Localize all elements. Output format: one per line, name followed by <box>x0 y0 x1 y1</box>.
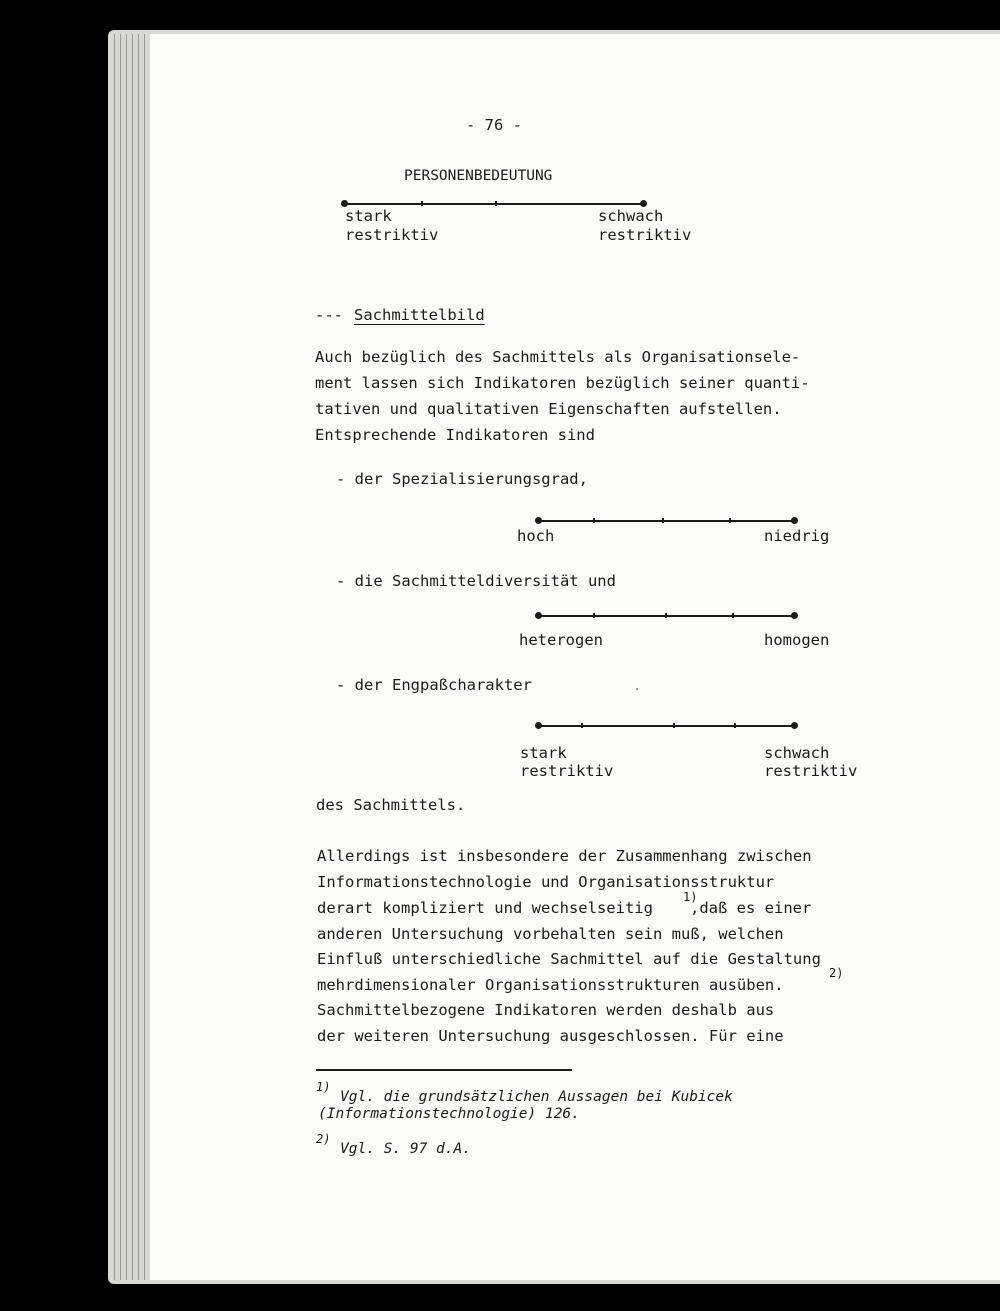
intro-line: Entsprechende Indikatoren sind <box>315 426 595 444</box>
paper-speck <box>636 688 638 690</box>
scale-left-label: stark <box>345 207 392 225</box>
indicator-left-label: restriktiv <box>520 762 614 780</box>
indicator-label: - der Spezialisierungsgrad, <box>336 470 588 488</box>
section-heading: Sachmittelbild <box>354 306 485 324</box>
body-line: Allerdings ist insbesondere der Zusammenhang zwischen <box>317 847 812 865</box>
intro-line: ment lassen sich Indikatoren bezüglich seiner quanti- <box>315 374 810 392</box>
indicator-left-label: heterogen <box>519 631 603 649</box>
indicator-scale <box>538 515 794 527</box>
footnote-text: Vgl. die grundsätzlichen Aussagen bei Kubicek <box>340 1089 733 1105</box>
footnote-rule <box>316 1069 572 1071</box>
body-line: anderen Untersuchung vorbehalten sein muß, welchen <box>317 925 784 943</box>
footnote-text: (Informationstechnologie) 126. <box>318 1106 580 1122</box>
indicator-label: - die Sachmitteldiversität und <box>336 572 616 590</box>
indicator-scale <box>538 720 794 732</box>
body-line: mehrdimensionaler Organisationsstrukturen ausüben. <box>317 976 784 994</box>
body-line: Sachmittelbezogene Indikatoren werden deshalb aus <box>317 1001 775 1019</box>
body-line: Einfluß unterschiedliche Sachmittel auf die Gestaltung <box>317 950 821 968</box>
indicator-label: - der Engpaßcharakter <box>336 676 532 694</box>
footnote-text: Vgl. S. 97 d.A. <box>340 1141 471 1157</box>
intro-line: tativen und qualitativen Eigenschaften aufstellen. <box>315 400 782 418</box>
indicator-right-label: schwach <box>764 744 830 762</box>
footnote-number: 1) <box>316 1080 331 1094</box>
indicator-right-label: restriktiv <box>764 762 858 780</box>
footnote-number: 2) <box>316 1132 331 1146</box>
body-line: ,daß es einer <box>690 899 812 917</box>
scale-right-label: restriktiv <box>598 226 692 244</box>
body-line: der weiteren Untersuchung ausgeschlossen. Für eine <box>317 1027 784 1045</box>
body-line: Informationstechnologie und Organisationsstruktur <box>317 873 775 891</box>
footnote-mark: 2) <box>829 966 844 980</box>
indicator-right-label: homogen <box>764 631 830 649</box>
scale-title: PERSONENBEDEUTUNG <box>404 168 553 184</box>
scale-left-label: restriktiv <box>345 226 439 244</box>
indicator-left-label: hoch <box>517 527 555 545</box>
body-line: derart kompliziert und wechselseitig <box>317 899 653 917</box>
section-prefix: --- <box>315 306 343 324</box>
footnote-mark: 1) <box>683 890 698 904</box>
scale-right-label: schwach <box>598 207 664 225</box>
indicator-right-label: niedrig <box>764 527 830 545</box>
intro-line: Auch bezüglich des Sachmittels als Organisationsele- <box>315 348 801 366</box>
closing-line: des Sachmittels. <box>316 796 466 814</box>
page-number: - 76 - <box>466 116 522 134</box>
indicator-left-label: stark <box>520 744 567 762</box>
indicator-scale <box>538 610 794 622</box>
